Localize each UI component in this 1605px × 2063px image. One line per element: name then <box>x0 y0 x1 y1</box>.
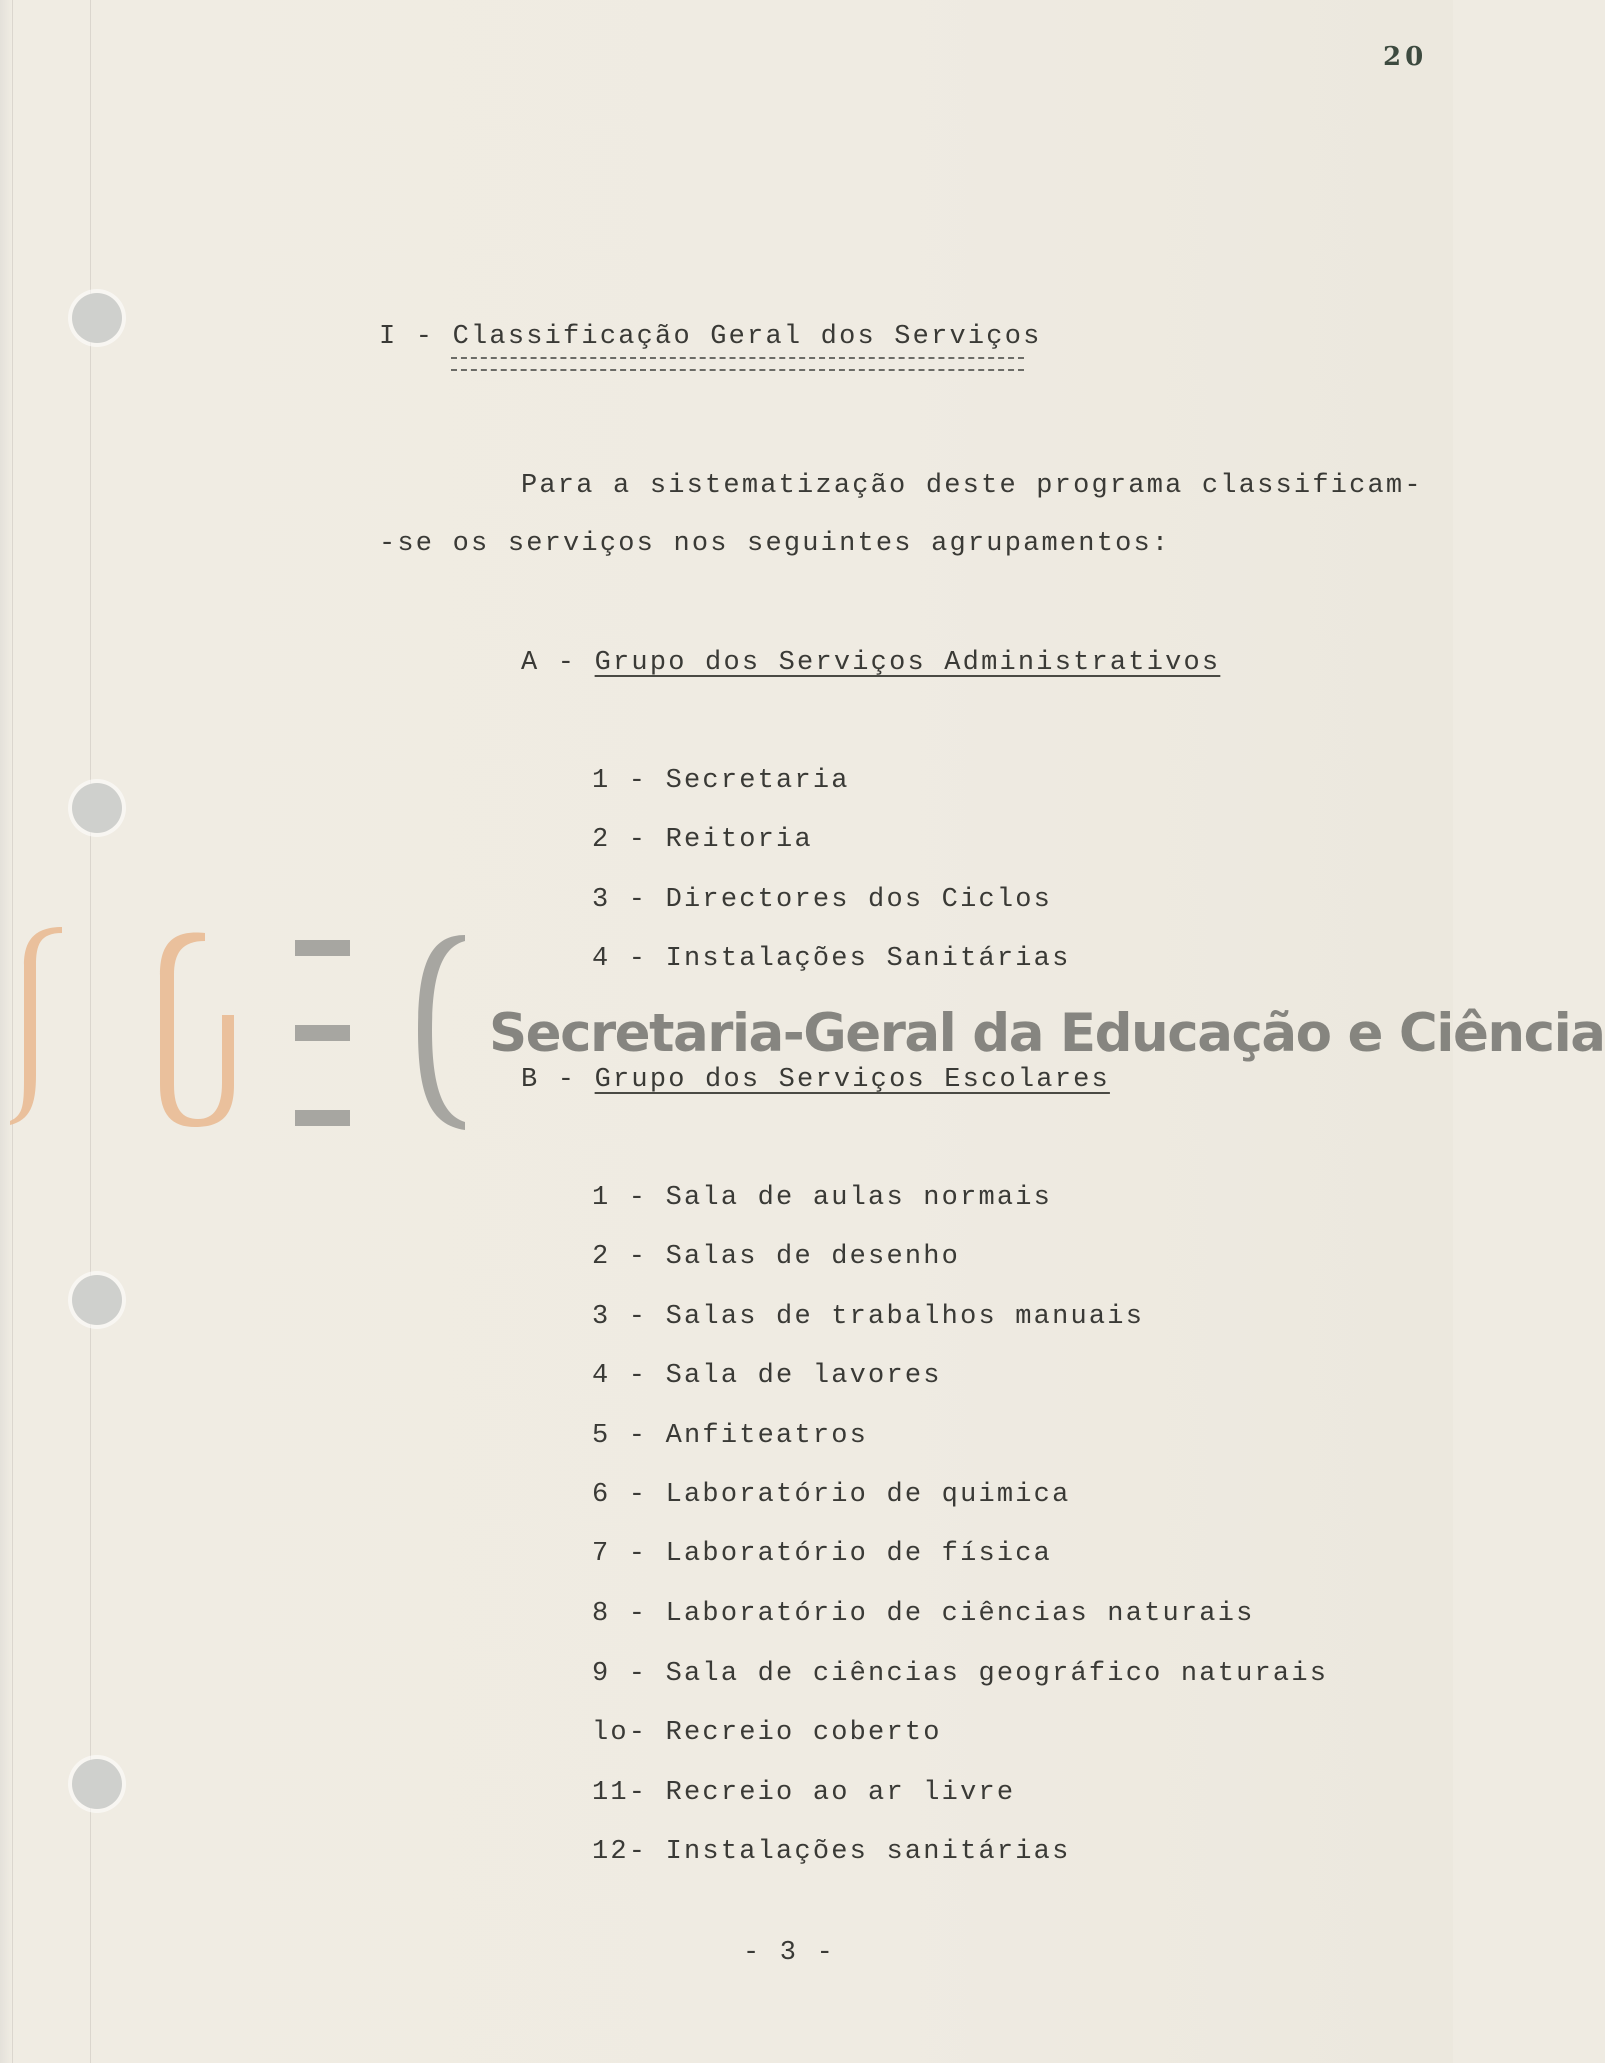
list-item-label: Salas de desenho <box>665 1242 961 1272</box>
list-item <box>592 1661 1328 1688</box>
group-a-prefix: A - <box>521 648 595 678</box>
list-item-number: 12- <box>592 1837 648 1867</box>
list-item-label: Instalações sanitárias <box>665 1837 1071 1867</box>
list-item <box>592 887 1052 914</box>
list-item <box>592 1720 942 1747</box>
list-item <box>592 1780 1015 1807</box>
list-item <box>592 1423 868 1450</box>
list-item-number: 4 - <box>592 944 648 974</box>
list-item-number: 1 - <box>592 766 648 796</box>
list-item-number: 8 - <box>592 1599 648 1629</box>
list-item-label: Sala de aulas normais <box>665 1183 1053 1213</box>
punch-hole <box>72 1759 122 1809</box>
list-item-number: 6 - <box>592 1480 648 1510</box>
list-item-number: 2 - <box>592 825 648 855</box>
watermark-text: Secretaria-Geral da Educação e Ciência <box>489 1003 1605 1064</box>
footer-page-number: - 3 - <box>743 1938 836 1968</box>
intro-line-2: -se os serviços nos seguintes agrupamentos: <box>379 529 1171 559</box>
list-item-number: 5 - <box>592 1421 648 1451</box>
list-item-number: 3 - <box>592 885 648 915</box>
list-item <box>592 1601 1255 1628</box>
list-item-label: Anfiteatros <box>665 1421 869 1451</box>
logo-letter-e-bottom <box>295 1110 350 1126</box>
list-item-label: Laboratório de física <box>665 1539 1053 1569</box>
logo-letter-c <box>418 935 465 1130</box>
group-a-heading <box>521 650 1220 677</box>
logo-letter-e-top <box>295 940 350 956</box>
list-item-label: Recreio ao ar livre <box>665 1778 1016 1808</box>
logo-letter-e-mid <box>295 1025 350 1041</box>
list-item-label: Sala de lavores <box>665 1361 942 1391</box>
group-b-title: Grupo dos Serviços Escolares <box>594 1065 1110 1095</box>
list-item-label: Sala de ciências geográfico naturais <box>665 1659 1329 1689</box>
list-item-number: lo- <box>592 1718 648 1748</box>
group-b-heading <box>521 1067 1110 1094</box>
punch-hole <box>72 293 122 343</box>
page-number-stamp <box>1383 42 1427 72</box>
list-item-label: Instalações Sanitárias <box>665 944 1071 974</box>
section-title-double-underline <box>451 357 1024 371</box>
page-number-stamp-text: 20 <box>1383 42 1428 72</box>
punch-hole <box>72 783 122 833</box>
list-item <box>592 768 850 795</box>
list-item <box>592 946 1070 973</box>
list-item-number: 7 - <box>592 1539 648 1569</box>
group-b-prefix: B - <box>521 1065 595 1095</box>
logo-letter-s <box>10 927 62 1125</box>
list-item-label: Salas de trabalhos manuais <box>665 1302 1145 1332</box>
section-title: I - Classificação Geral dos Serviços <box>379 322 1042 352</box>
list-item <box>592 1244 960 1271</box>
punch-hole <box>72 1275 122 1325</box>
list-item-number: 9 - <box>592 1659 648 1689</box>
list-item <box>592 827 813 854</box>
sgec-logo <box>0 925 480 1135</box>
group-a-title: Grupo dos Serviços Administrativos <box>594 648 1221 678</box>
list-item-label: Directores dos Ciclos <box>665 885 1053 915</box>
list-item <box>592 1541 1052 1568</box>
list-item-number: 4 - <box>592 1361 648 1391</box>
list-item-number: 1 - <box>592 1183 648 1213</box>
list-item <box>592 1363 942 1390</box>
list-item-label: Laboratório de ciências naturais <box>665 1599 1255 1629</box>
list-item-number: 2 - <box>592 1242 648 1272</box>
list-item-number: 11- <box>592 1778 648 1808</box>
list-item-label: Reitoria <box>665 825 813 855</box>
list-item-label: Recreio coberto <box>665 1718 942 1748</box>
list-item <box>592 1185 1052 1212</box>
logo-letter-g <box>160 932 234 1127</box>
list-item-label: Laboratório de quimica <box>665 1480 1071 1510</box>
list-item <box>592 1839 1070 1866</box>
list-item <box>592 1304 1144 1331</box>
list-item-label: Secretaria <box>665 766 850 796</box>
intro-line-1: Para a sistematização deste programa classificam- <box>521 471 1423 501</box>
list-item <box>592 1482 1070 1509</box>
list-item-number: 3 - <box>592 1302 648 1332</box>
